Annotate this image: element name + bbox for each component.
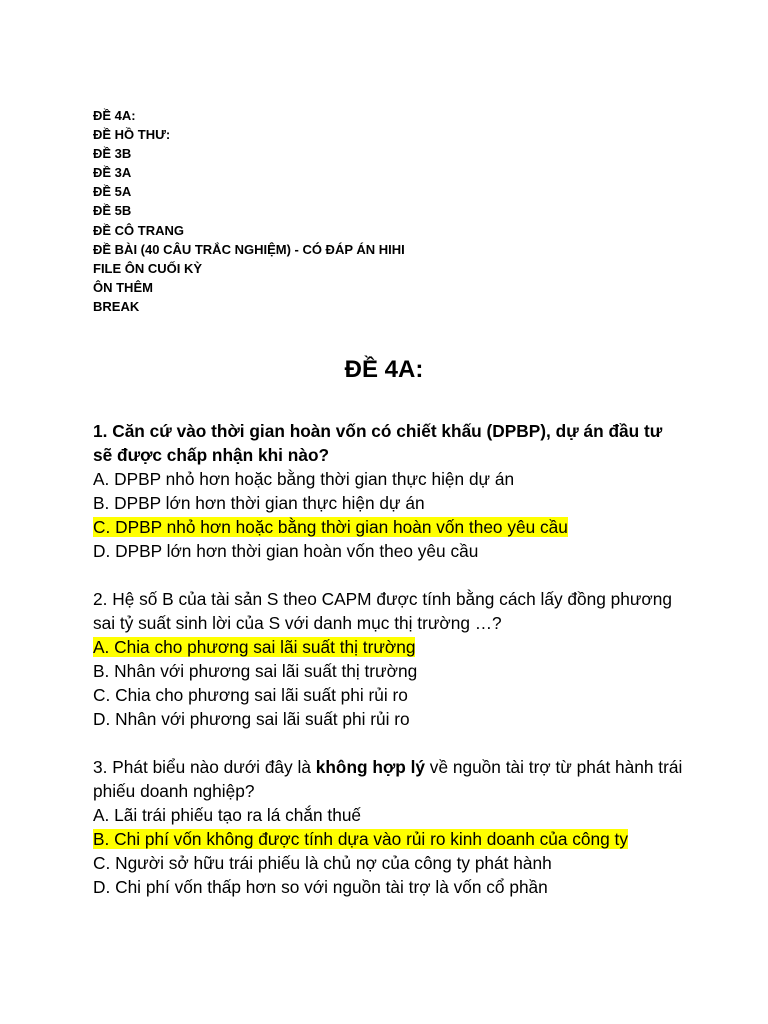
question-3-option-b-answer: B. Chi phí vốn không được tính dựa vào rủi ro kinh doanh của công ty xyxy=(93,829,628,849)
question-1-option-a: A. DPBP nhỏ hơn hoặc bằng thời gian thực hiện dự án xyxy=(93,469,515,489)
question-3-option-a: A. Lãi trái phiếu tạo ra lá chắn thuế xyxy=(93,805,362,825)
question-3-title xyxy=(93,755,683,803)
question-3 xyxy=(93,755,683,899)
question-list xyxy=(93,419,683,923)
table-of-contents xyxy=(93,106,405,316)
question-1-option-d: D. DPBP lớn hơn thời gian hoàn vốn theo yêu cầu xyxy=(93,541,479,561)
question-1-option-c-answer: C. DPBP nhỏ hơn hoặc bằng thời gian hoàn vốn theo yêu cầu xyxy=(93,517,568,537)
toc-item-de-5a[interactable]: ĐỀ 5A xyxy=(93,184,132,200)
question-3-title-after: về nguồn tài trợ từ phát hành trái phiếu doanh nghiệp? xyxy=(93,757,683,801)
question-2-option-b: B. Nhân với phương sai lãi suất thị trường xyxy=(93,661,418,681)
question-1-option-b: B. DPBP lớn hơn thời gian thực hiện dự án xyxy=(93,493,425,513)
question-2-title: 2. Hệ số B của tài sản S theo CAPM được tính bằng cách lấy đồng phương sai tỷ suất sinh lời của S với danh mục thị trường …? xyxy=(93,589,672,633)
question-2 xyxy=(93,587,683,731)
question-1-title: 1. Căn cứ vào thời gian hoàn vốn có chiết khấu (DPBP), dự án đầu tư sẽ được chấp nhận khi nào? xyxy=(93,421,663,465)
question-1 xyxy=(93,419,683,563)
question-2-option-a-answer: A. Chia cho phương sai lãi suất thị trường xyxy=(93,637,416,657)
toc-item-de-4a[interactable]: ĐỀ 4A: xyxy=(93,108,136,123)
toc-item-de-bai-40-cau[interactable]: ĐỀ BÀI (40 CÂU TRẮC NGHIỆM) - CÓ ĐÁP ÁN HIHI xyxy=(93,241,405,257)
toc-item-file-on-cuoi-ky[interactable]: FILE ÔN CUỐI KỲ xyxy=(93,260,203,276)
question-3-option-c: C. Người sở hữu trái phiếu là chủ nợ của công ty phát hành xyxy=(93,853,552,873)
question-3-title-emphasis: không hợp lý xyxy=(315,757,425,777)
question-3-title-before: 3. Phát biểu nào dưới đây là xyxy=(93,757,316,777)
toc-item-break[interactable]: BREAK xyxy=(93,298,140,314)
section-heading: ĐỀ 4A: xyxy=(344,356,424,383)
question-3-option-d: D. Chi phí vốn thấp hơn so với nguồn tài trợ là vốn cổ phần xyxy=(93,877,548,897)
toc-item-de-3b[interactable]: ĐỀ 3B xyxy=(93,146,132,162)
toc-item-de-3a[interactable]: ĐỀ 3A xyxy=(93,165,132,181)
toc-item-on-them[interactable]: ÔN THÊM xyxy=(93,279,153,295)
question-2-option-d: D. Nhân với phương sai lãi suất phi rủi ro xyxy=(93,709,410,729)
question-2-option-c: C. Chia cho phương sai lãi suất phi rủi ro xyxy=(93,685,408,705)
toc-item-de-ho-thu[interactable]: ĐỀ HỒ THƯ: xyxy=(93,127,171,143)
toc-item-de-co-trang[interactable]: ĐỀ CÔ TRANG xyxy=(93,222,184,238)
toc-item-de-5b[interactable]: ĐỀ 5B xyxy=(93,203,132,219)
